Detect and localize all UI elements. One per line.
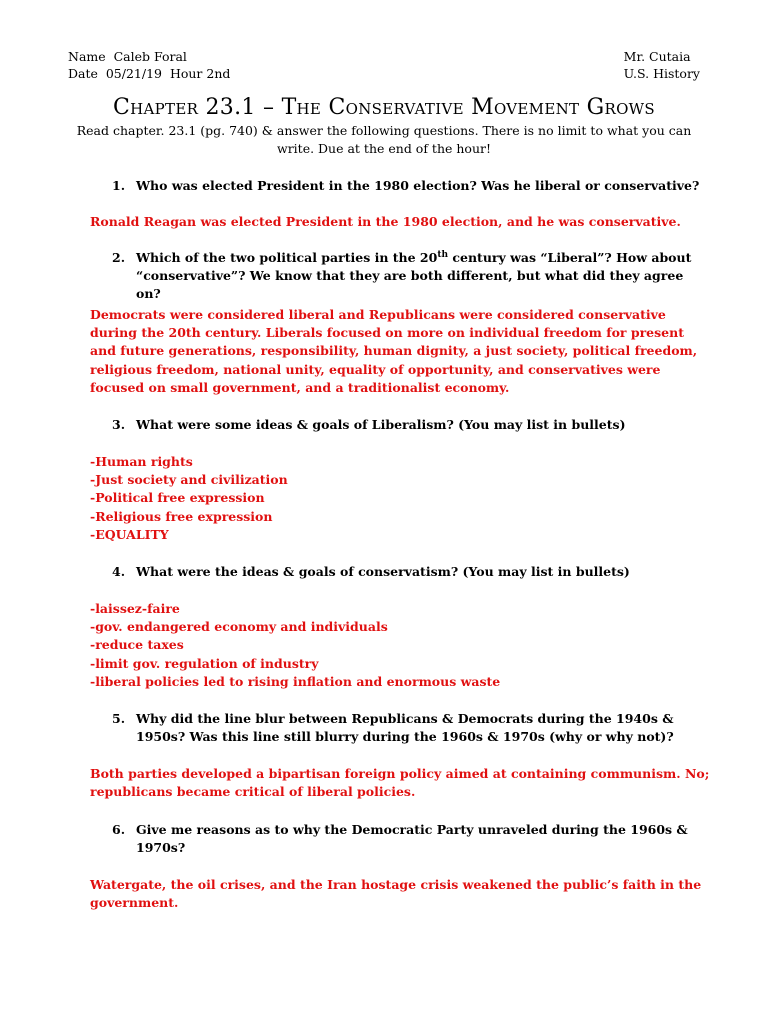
answer-line: and future generations, responsibility, human dignity, a just society, political freedom, bbox=[90, 343, 698, 359]
hour-value: Hour 2nd bbox=[169, 66, 231, 81]
question-number: 3. bbox=[112, 417, 126, 432]
question-text: What were the ideas & goals of conservatism? (You may list in bullets) bbox=[136, 564, 630, 579]
course-name: U.S. History bbox=[623, 66, 700, 81]
answer-bullet: -laissez-faire bbox=[90, 601, 180, 616]
answer-bullet: -Religious free expression bbox=[90, 508, 273, 524]
answer-line: government. bbox=[90, 895, 179, 911]
question-2 bbox=[112, 249, 702, 303]
question-1 bbox=[112, 177, 702, 195]
question-6 bbox=[112, 821, 702, 857]
name-line bbox=[68, 48, 230, 65]
question-number: 6. bbox=[112, 822, 126, 837]
date-value: 05/21/19 bbox=[105, 66, 162, 81]
question-number: 5. bbox=[112, 711, 126, 726]
answer-line: focused on small government, and a traditionalist economy. bbox=[90, 379, 510, 395]
question-number: 4. bbox=[112, 564, 126, 579]
question-number: 2. bbox=[112, 250, 126, 265]
answer-bullet: -limit gov. regulation of industry bbox=[90, 655, 319, 671]
question-5 bbox=[112, 710, 702, 746]
answer-line: during the 20th century. Liberals focused on more on individual freedom for present bbox=[90, 325, 684, 341]
student-name: Caleb Foral bbox=[113, 49, 187, 64]
instructions: Read chapter. 23.1 (pg. 740) & answer the following questions. There is no limit to what you can write. Due at the end of the hour! bbox=[76, 123, 692, 156]
question-text: Which of the two political parties in the 20th century was “Liberal”? How about “conservative”? We know that they are both different, but what did they agree on? bbox=[136, 249, 692, 301]
answer-line: Democrats were considered liberal and Republicans were considered conservative bbox=[90, 307, 666, 322]
student-info bbox=[68, 48, 230, 82]
answer-bullet: -liberal policies led to rising inflation and enormous waste bbox=[90, 673, 501, 689]
question-3 bbox=[112, 416, 702, 434]
answer-4 bbox=[90, 600, 710, 691]
page-title: Chapter 23.1 – The Conservative Movement Grows bbox=[113, 95, 655, 120]
answer-2 bbox=[90, 306, 710, 397]
question-text: What were some ideas & goals of Liberalism? (You may list in bullets) bbox=[136, 417, 626, 432]
answer-line: republicans became critical of liberal policies. bbox=[90, 784, 416, 800]
answer-5 bbox=[90, 765, 710, 801]
answer-6 bbox=[90, 876, 710, 912]
answer-bullet: -gov. endangered economy and individuals bbox=[90, 619, 388, 635]
answer-1 bbox=[90, 213, 710, 231]
answer-line: Both parties developed a bipartisan foreign policy aimed at containing communism. No; bbox=[90, 766, 710, 781]
answer-line: Watergate, the oil crises, and the Iran hostage crisis weakened the public’s faith in the bbox=[90, 877, 702, 892]
question-text: Give me reasons as to why the Democratic Party unraveled during the 1960s & 1970s? bbox=[136, 822, 688, 855]
answer-line: religious freedom, national unity, equality of opportunity, and conservatives were bbox=[90, 361, 661, 377]
answer-bullet: -EQUALITY bbox=[90, 526, 169, 542]
name-label: Name bbox=[68, 49, 106, 64]
question-text: Who was elected President in the 1980 election? Was he liberal or conservative? bbox=[136, 178, 700, 193]
answer-line: Ronald Reagan was elected President in the 1980 election, and he was conservative. bbox=[90, 214, 681, 229]
date-label: Date bbox=[68, 66, 98, 81]
answer-bullet: -reduce taxes bbox=[90, 637, 184, 653]
answer-bullet: -Political free expression bbox=[90, 490, 265, 506]
teacher-name: Mr. Cutaia bbox=[623, 49, 691, 64]
date-line bbox=[68, 65, 230, 82]
question-text: Why did the line blur between Republicans & Democrats during the 1940s & 1950s? Was this line still blurry during the 1960s & 1970s (why or why not)? bbox=[136, 711, 674, 744]
question-4 bbox=[112, 563, 702, 581]
answer-3 bbox=[90, 453, 710, 544]
question-number: 1. bbox=[112, 178, 126, 193]
answer-bullet: -Human rights bbox=[90, 454, 193, 469]
class-info bbox=[624, 48, 700, 82]
answer-bullet: -Just society and civilization bbox=[90, 472, 288, 488]
